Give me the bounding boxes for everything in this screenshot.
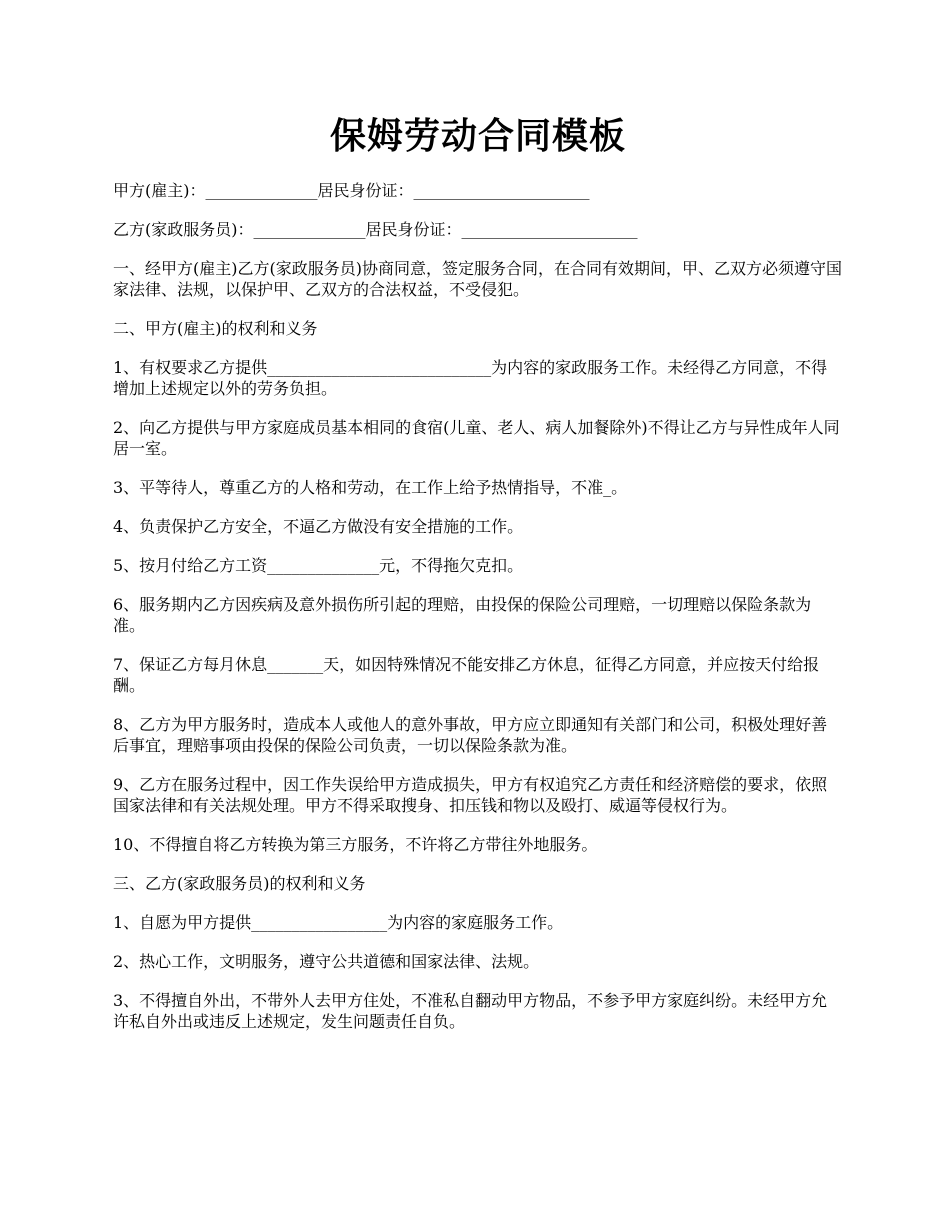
- party-a-line: 甲方(雇主)：______________居民身份证：______________________: [113, 181, 590, 200]
- party-a-item-8: 8、乙方为甲方服务时，造成本人或他人的意外事故，甲方应立即通知有关部门和公司，积极处理好善后事宜，理赔事项由投保的保险公司负责，一切以保险条款为准。: [113, 715, 828, 755]
- party-a-item-10: 10、不得擅自将乙方转换为第三方服务，不许将乙方带往外地服务。: [113, 835, 598, 854]
- party-a-item-9: 9、乙方在服务过程中，因工作失误给甲方造成损失，甲方有权追究乙方责任和经济赔偿的要求，依照国家法律和有关法规处理。甲方不得采取搜身、扣压钱和物以及殴打、威逼等侵权行为。: [113, 775, 828, 815]
- party-b-item-3: 3、不得擅自外出，不带外人去甲方住处，不准私自翻动甲方物品，不参予甲方家庭纠纷。未经甲方允许私自外出或违反上述规定，发生问题责任自负。: [113, 991, 828, 1031]
- party-b-item-2: 2、热心工作，文明服务，遵守公共道德和国家法律、法规。: [113, 952, 540, 971]
- party-a-item-5: 5、按月付给乙方工资______________元，不得拖欠克扣。: [113, 556, 524, 575]
- document-title: 保姆劳动合同模板: [329, 115, 626, 157]
- party-a-item-2: 2、向乙方提供与甲方家庭成员基本相同的食宿(儿童、老人、病人加餐除外)不得让乙方与异性成年人同居一室。: [113, 418, 840, 458]
- clause-1-intro: 一、经甲方(雇主)乙方(家政服务员)协商同意，签定服务合同，在合同有效期间，甲、乙双方必须遵守国家法律、法规，以保护甲、乙双方的合法权益，不受侵犯。: [113, 259, 842, 299]
- document-body: [113, 180, 843, 1050]
- party-a-item-7: 7、保证乙方每月休息_______天，如因特殊情况不能安排乙方休息，征得乙方同意，并应按天付给报酬。: [113, 655, 820, 695]
- party-a-item-4: 4、负责保护乙方安全，不逼乙方做没有安全措施的工作。: [113, 517, 524, 536]
- section-heading-party-a: 二、甲方(雇主)的权利和义务: [113, 319, 318, 338]
- party-a-item-6: 6、服务期内乙方因疾病及意外损伤所引起的理赔，由投保的保险公司理赔，一切理赔以保险条款为准。: [113, 595, 812, 635]
- party-a-item-3: 3、平等待人，尊重乙方的人格和劳动，在工作上给予热情指导，不准_。: [113, 478, 628, 497]
- party-b-item-1: 1、自愿为甲方提供_________________为内容的家庭服务工作。: [113, 913, 564, 932]
- section-heading-party-b: 三、乙方(家政服务员)的权利和义务: [113, 874, 366, 893]
- party-a-item-1: 1、有权要求乙方提供____________________________为内容的家政服务工作。未经得乙方同意，不得增加上述规定以外的劳务负担。: [113, 358, 828, 398]
- party-b-line: 乙方(家政服务员)：______________居民身份证：______________________: [113, 220, 638, 239]
